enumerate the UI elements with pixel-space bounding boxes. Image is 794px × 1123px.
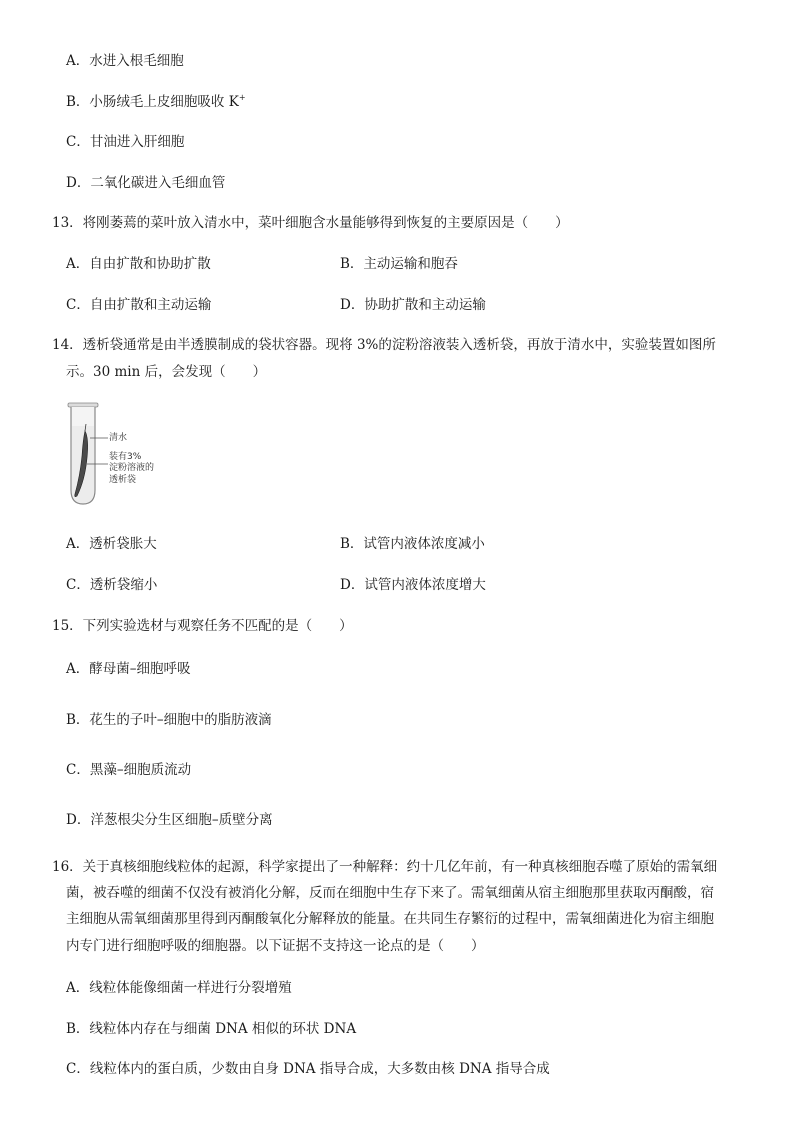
q15-option-a: A．酵母菌–细胞呼吸: [66, 661, 191, 677]
q12-option-b-superscript: +: [238, 93, 246, 102]
q13-stem: 13．将刚萎蔫的菜叶放入清水中，菜叶细胞含水量能够得到恢复的主要原因是（ ）: [52, 215, 569, 231]
q15-option-d: D．洋葱根尖分生区细胞–质壁分离: [66, 812, 273, 828]
q12-option-a: A．水进入根毛细胞: [66, 53, 184, 69]
q15-option-c: C．黑藻–细胞质流动: [66, 762, 192, 778]
q16-stem-line4: 内专门进行细胞呼吸的细胞器。以下证据不支持这一论点的是（ ）: [66, 938, 485, 954]
q14-option-d: D．试管内液体浓度增大: [340, 577, 486, 593]
q14-option-b: B．试管内液体浓度减小: [340, 536, 485, 552]
q12-option-b-text: B．小肠绒毛上皮细胞吸收 K: [66, 94, 239, 110]
q14-stem-line1: 14．透析袋通常是由半透膜制成的袋状容器。现将 3%的淀粉溶液装入透析袋，再放于清水中，实验装置如图所: [52, 337, 716, 353]
q15-stem: 15．下列实验选材与观察任务不匹配的是（ ）: [52, 618, 353, 634]
q13-option-b: B．主动运输和胞吞: [340, 256, 458, 272]
q13-option-c: C．自由扩散和主动运输: [66, 297, 212, 313]
q16-stem-line3: 主细胞从需氧细菌那里得到丙酮酸氧化分解释放的能量。在共同生存繁衍的过程中，需氧细菌进化为宿主细胞: [66, 911, 714, 927]
figure-label-bag-line3: 透析袋: [109, 475, 137, 485]
q16-option-a: A．线粒体能像细菌一样进行分裂增殖: [66, 980, 292, 996]
q16-stem-line2: 菌，被吞噬的细菌不仅没有被消化分解，反而在细胞中生存下来了。需氧细菌从宿主细胞那里获取丙酮酸，宿: [66, 885, 714, 901]
q16-stem-line1: 16．关于真核细胞线粒体的起源，科学家提出了一种解释：约十几亿年前，有一种真核细胞吞噬了原始的需氧细: [52, 859, 718, 875]
q14-option-c: C．透析袋缩小: [66, 577, 158, 593]
q13-option-a: A．自由扩散和协助扩散: [66, 256, 211, 272]
q12-option-c: C．甘油进入肝细胞: [66, 134, 185, 150]
q13-option-d: D．协助扩散和主动运输: [340, 297, 486, 313]
q14-stem-line2: 示。30 min 后，会发现（ ）: [66, 364, 267, 380]
q15-option-b: B．花生的子叶–细胞中的脂肪液滴: [66, 712, 272, 728]
q14-figure-test-tube: [60, 398, 180, 510]
q16-option-c: C．线粒体内的蛋白质，少数由自身 DNA 指导合成，大多数由核 DNA 指导合成: [66, 1061, 550, 1077]
figure-label-bag-line1: 装有3%: [109, 452, 142, 462]
q12-option-b: [66, 90, 246, 110]
q12-option-d: D．二氧化碳进入毛细血管: [66, 175, 226, 191]
q14-option-a: A．透析袋胀大: [66, 536, 157, 552]
figure-label-water: 清水: [109, 433, 128, 443]
figure-label-bag-line2: 淀粉溶液的: [109, 463, 155, 473]
q16-option-b: B．线粒体内存在与细菌 DNA 相似的环状 DNA: [66, 1021, 357, 1037]
